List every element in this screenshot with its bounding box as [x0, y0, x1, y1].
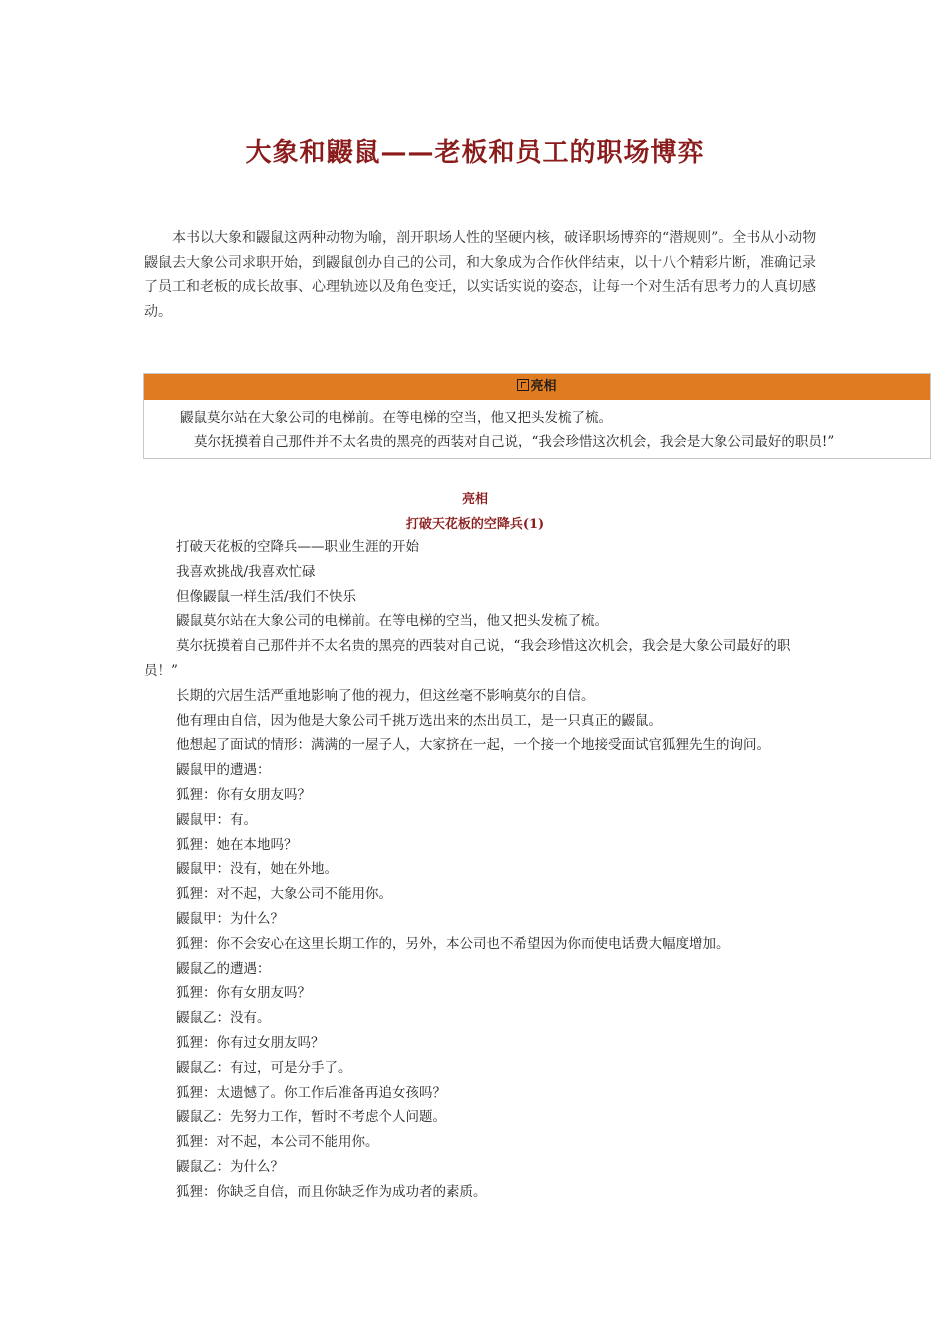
- body-paragraph: 鼹鼠甲的遭遇：: [176, 762, 271, 779]
- dialogue-line: 鼹鼠甲：有。: [176, 811, 257, 828]
- body-paragraph: 打破天花板的空降兵——职业生涯的开始: [176, 539, 419, 555]
- dialogue-line: 狐狸：你有过女朋友吗？: [176, 1034, 325, 1051]
- dialogue-line: 鼹鼠乙：有过，可是分手了。: [176, 1059, 352, 1076]
- dialogue-line: 鼹鼠乙：没有。: [176, 1010, 271, 1027]
- dialogue-line: 狐狸：你缺乏自信，而且你缺乏作为成功者的素质。: [176, 1183, 487, 1200]
- body-paragraph: 他有理由自信，因为他是大象公司千挑万选出来的杰出员工，是一只真正的鼹鼠。: [176, 712, 662, 729]
- dialogue-line: 鼹鼠乙：先努力工作，暂时不考虑个人问题。: [176, 1109, 446, 1126]
- dialogue-line: 鼹鼠甲：没有，她在外地。: [176, 861, 338, 878]
- dialogue-line: 鼹鼠甲：为什么？: [176, 910, 284, 927]
- body-paragraph: 我喜欢挑战/我喜欢忙碌: [176, 563, 316, 580]
- excerpt-box: [143, 373, 931, 459]
- section-heading: 亮相: [461, 492, 488, 507]
- excerpt-line: 鼹鼠莫尔站在大象公司的电梯前。在等电梯的空当，他又把头发梳了梳。: [180, 410, 612, 426]
- excerpt-line: 莫尔抚摸着自己那件并不太名贵的黑亮的西装对自己说，“我会珍惜这次机会，我会是大象公司最好的职员!”: [194, 434, 835, 450]
- section-subheading: 打破天花板的空降兵(1): [405, 517, 545, 532]
- body-paragraph: 莫尔抚摸着自己那件并不太名贵的黑亮的西装对自己说，“我会珍惜这次机会，我会是大象公司最好的职员！”: [144, 638, 791, 679]
- body-paragraph: 他想起了面试的情形：满满的一屋子人，大家挤在一起，一个接一个地接受面试官狐狸先生的询问。: [176, 737, 770, 754]
- excerpt-box-title: 亮相: [530, 379, 557, 394]
- dialogue-line: 狐狸：你有女朋友吗？: [176, 786, 311, 803]
- page-title: 大象和鼹鼠——老板和员工的职场博弈: [245, 138, 705, 168]
- body-paragraph: 鼹鼠乙的遭遇：: [176, 960, 271, 977]
- excerpt-box-header: [144, 374, 930, 400]
- body-paragraph: 但像鼹鼠一样生活/我们不快乐: [176, 588, 357, 605]
- dialogue-line: 鼹鼠乙：为什么？: [176, 1158, 284, 1175]
- excerpt-box-body: [144, 400, 930, 454]
- dialogue-line: 狐狸：她在本地吗？: [176, 836, 298, 853]
- dialogue-line: 狐狸：对不起，大象公司不能用你。: [176, 886, 392, 903]
- intro-text: 本书以大象和鼹鼠这两种动物为喻，剖开职场人性的坚硬内核，破译职场博弈的“潜规则”。全书从小动物鼹鼠去大象公司求职开始，到鼹鼠创办自己的公司，和大象成为合作伙伴结束，以十八个精彩片断，准确记录了员工和老板的成长故事、心理轨迹以及角色变迁，以实话实说的姿态，让每一个对生活有思考力的人真切感动。: [144, 230, 817, 320]
- dialogue-line: 狐狸：对不起，本公司不能用你。: [176, 1134, 379, 1151]
- body-paragraph: 长期的穴居生活严重地影响了他的视力，但这丝毫不影响莫尔的自信。: [176, 687, 595, 704]
- body-paragraph: 鼹鼠莫尔站在大象公司的电梯前。在等电梯的空当，他又把头发梳了梳。: [176, 613, 608, 630]
- return-icon[interactable]: [517, 379, 529, 391]
- dialogue-line: 狐狸：你不会安心在这里长期工作的，另外，本公司也不希望因为你而使电话费大幅度增加。: [176, 935, 730, 952]
- intro-paragraph: [144, 226, 824, 324]
- dialogue-line: 狐狸：太遗憾了。你工作后准备再追女孩吗？: [176, 1084, 446, 1101]
- body-text: [144, 535, 824, 1205]
- dialogue-line: 狐狸：你有女朋友吗？: [176, 985, 311, 1002]
